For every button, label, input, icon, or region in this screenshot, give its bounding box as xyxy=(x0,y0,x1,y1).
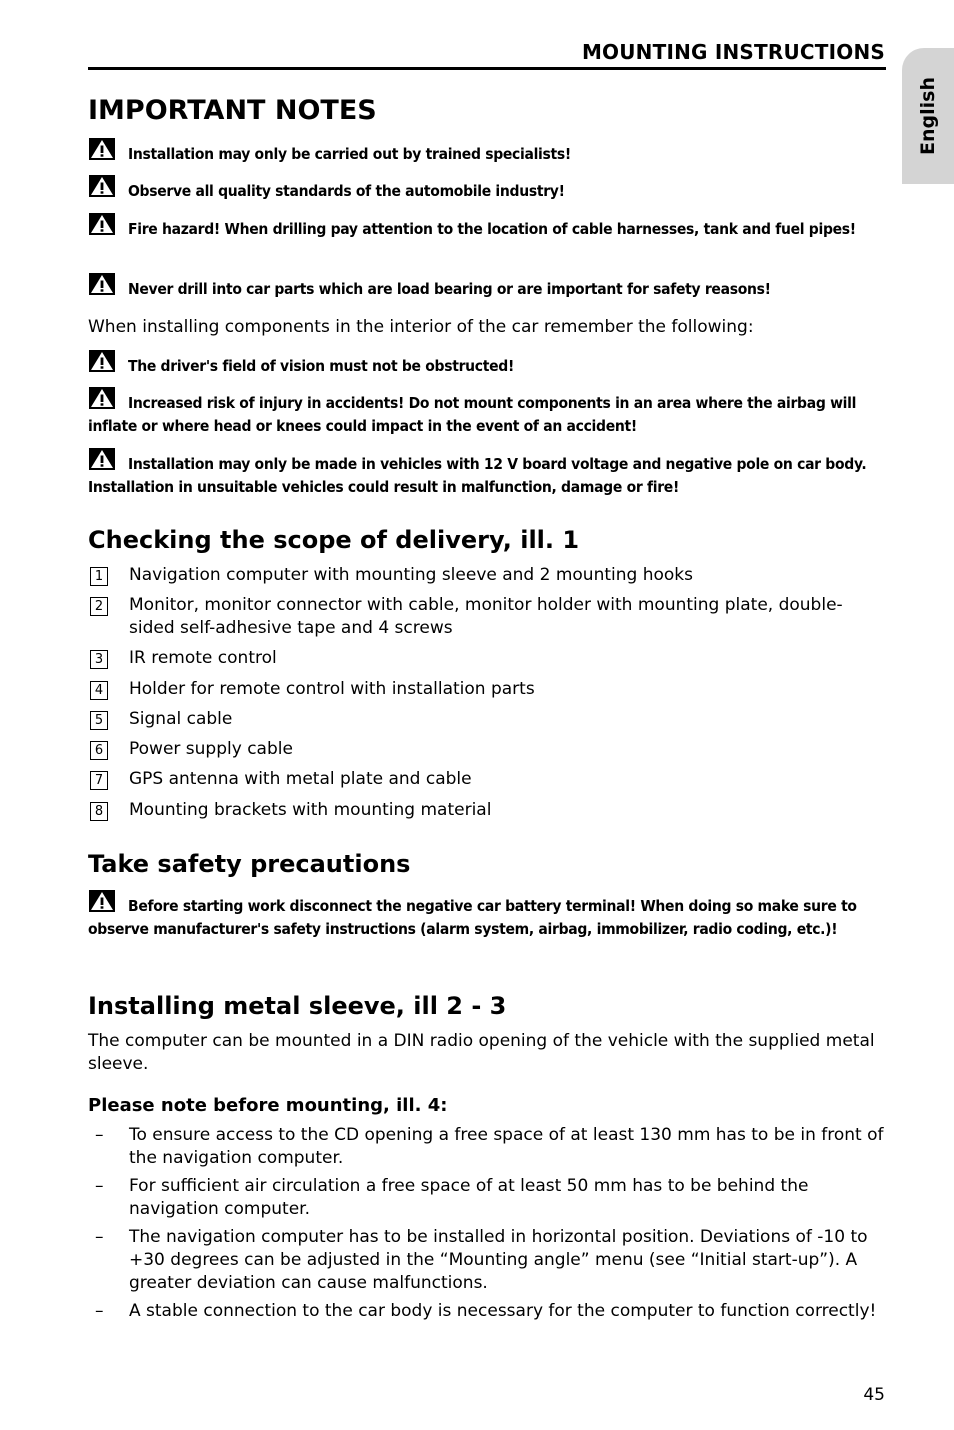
list-item xyxy=(88,708,888,731)
warning-triangle-icon xyxy=(88,137,116,161)
warning-triangle-icon xyxy=(88,272,116,296)
warning-triangle-icon xyxy=(88,349,116,373)
warning-text: Observe all quality standards of the automobile industry! xyxy=(128,182,565,200)
bullet-item xyxy=(88,1300,888,1323)
interior-intro: When installing components in the interior of the car remember the following: xyxy=(88,317,754,337)
bullet-item xyxy=(88,1226,888,1295)
item-number-box: 4 xyxy=(90,681,108,700)
page-number: 45 xyxy=(863,1385,885,1405)
list-item xyxy=(88,738,888,761)
bullet-text: A stable connection to the car body is necessary for the computer to function correctly! xyxy=(129,1301,877,1321)
item-text: Monitor, monitor connector with cable, monitor holder with mounting plate, double-sided self-adhesive tape and 4 screws xyxy=(129,595,843,638)
item-number-box: 8 xyxy=(90,802,108,821)
warning-triangle-icon xyxy=(88,447,116,471)
warning-note xyxy=(88,447,888,499)
important-notes-heading: IMPORTANT NOTES xyxy=(88,95,377,126)
item-number-box: 7 xyxy=(90,771,108,790)
warning-triangle-icon xyxy=(88,174,116,198)
warning-text: Never drill into car parts which are load bearing or are important for safety reasons! xyxy=(128,280,771,298)
list-item xyxy=(88,768,888,791)
warning-text: Installation may only be carried out by trained specialists! xyxy=(128,145,571,163)
warning-triangle-icon xyxy=(88,889,116,913)
item-text: GPS antenna with metal plate and cable xyxy=(129,769,472,789)
warning-text: Installation may only be made in vehicles with 12 V board voltage and negative pole on car body. Installation in unsuitable vehicles could result in malfunction, damage or fire! xyxy=(88,455,867,496)
list-item xyxy=(88,678,888,701)
sleeve-intro: The computer can be mounted in a DIN radio opening of the vehicle with the supplied metal sleeve. xyxy=(88,1031,875,1074)
dash-bullet: – xyxy=(95,1176,104,1196)
dash-bullet: – xyxy=(95,1125,104,1145)
bullet-text: To ensure access to the CD opening a free space of at least 130 mm has to be in front of the navigation computer. xyxy=(129,1125,884,1168)
dash-bullet: – xyxy=(95,1301,104,1321)
warning-note xyxy=(88,174,888,203)
dash-bullet: – xyxy=(95,1227,104,1247)
item-text: IR remote control xyxy=(129,648,277,668)
item-number-box: 1 xyxy=(90,567,108,586)
warning-note xyxy=(88,212,888,241)
warning-text: Increased risk of injury in accidents! Do not mount components in an area where the airbag will inflate or where head or knees could impact in the event of an accident! xyxy=(88,394,857,435)
header-divider xyxy=(88,67,886,70)
bullet-text: The navigation computer has to be installed in horizontal position. Deviations of -10 to +30 degrees can be adjusted in the “Mounting angle” menu (see “Initial start-up”). A greater deviation can cause malfunctions. xyxy=(129,1227,868,1293)
item-number-box: 5 xyxy=(90,711,108,730)
sleeve-heading: Installing metal sleeve, ill 2 - 3 xyxy=(88,992,507,1020)
bullet-item xyxy=(88,1175,888,1221)
item-number-box: 2 xyxy=(90,597,108,616)
warning-triangle-icon xyxy=(88,212,116,236)
safety-heading: Take safety precautions xyxy=(88,850,411,878)
item-number-box: 6 xyxy=(90,741,108,760)
list-item xyxy=(88,564,888,587)
warning-triangle-icon xyxy=(88,386,116,410)
warning-note xyxy=(88,137,888,166)
list-item xyxy=(88,594,888,640)
list-item xyxy=(88,647,888,670)
warning-text: Fire hazard! When drilling pay attention to the location of cable harnesses, tank and fuel pipes! xyxy=(128,220,856,238)
bullet-text: For sufficient air circulation a free space of at least 50 mm has to be behind the navigation computer. xyxy=(129,1176,809,1219)
warning-note xyxy=(88,272,888,301)
item-text: Holder for remote control with installation parts xyxy=(129,679,535,699)
item-text: Mounting brackets with mounting material xyxy=(129,800,492,820)
bullet-item xyxy=(88,1124,888,1170)
warning-text: The driver's field of vision must not be obstructed! xyxy=(128,357,515,375)
item-text: Signal cable xyxy=(129,709,233,729)
warning-note xyxy=(88,889,888,941)
list-item xyxy=(88,799,888,822)
language-tab-label: English xyxy=(917,77,939,155)
warning-note xyxy=(88,386,888,438)
note-subheading: Please note before mounting, ill. 4: xyxy=(88,1095,448,1116)
warning-note xyxy=(88,349,888,378)
scope-heading: Checking the scope of delivery, ill. 1 xyxy=(88,526,580,554)
item-text: Power supply cable xyxy=(129,739,293,759)
item-number-box: 3 xyxy=(90,650,108,669)
language-tab xyxy=(902,48,954,184)
section-title: MOUNTING INSTRUCTIONS xyxy=(581,40,885,64)
warning-text: Before starting work disconnect the negative car battery terminal! When doing so make sure to observe manufacturer's safety instructions (alarm system, airbag, immobilizer, radio coding, etc.)! xyxy=(88,897,857,938)
item-text: Navigation computer with mounting sleeve and 2 mounting hooks xyxy=(129,565,693,585)
